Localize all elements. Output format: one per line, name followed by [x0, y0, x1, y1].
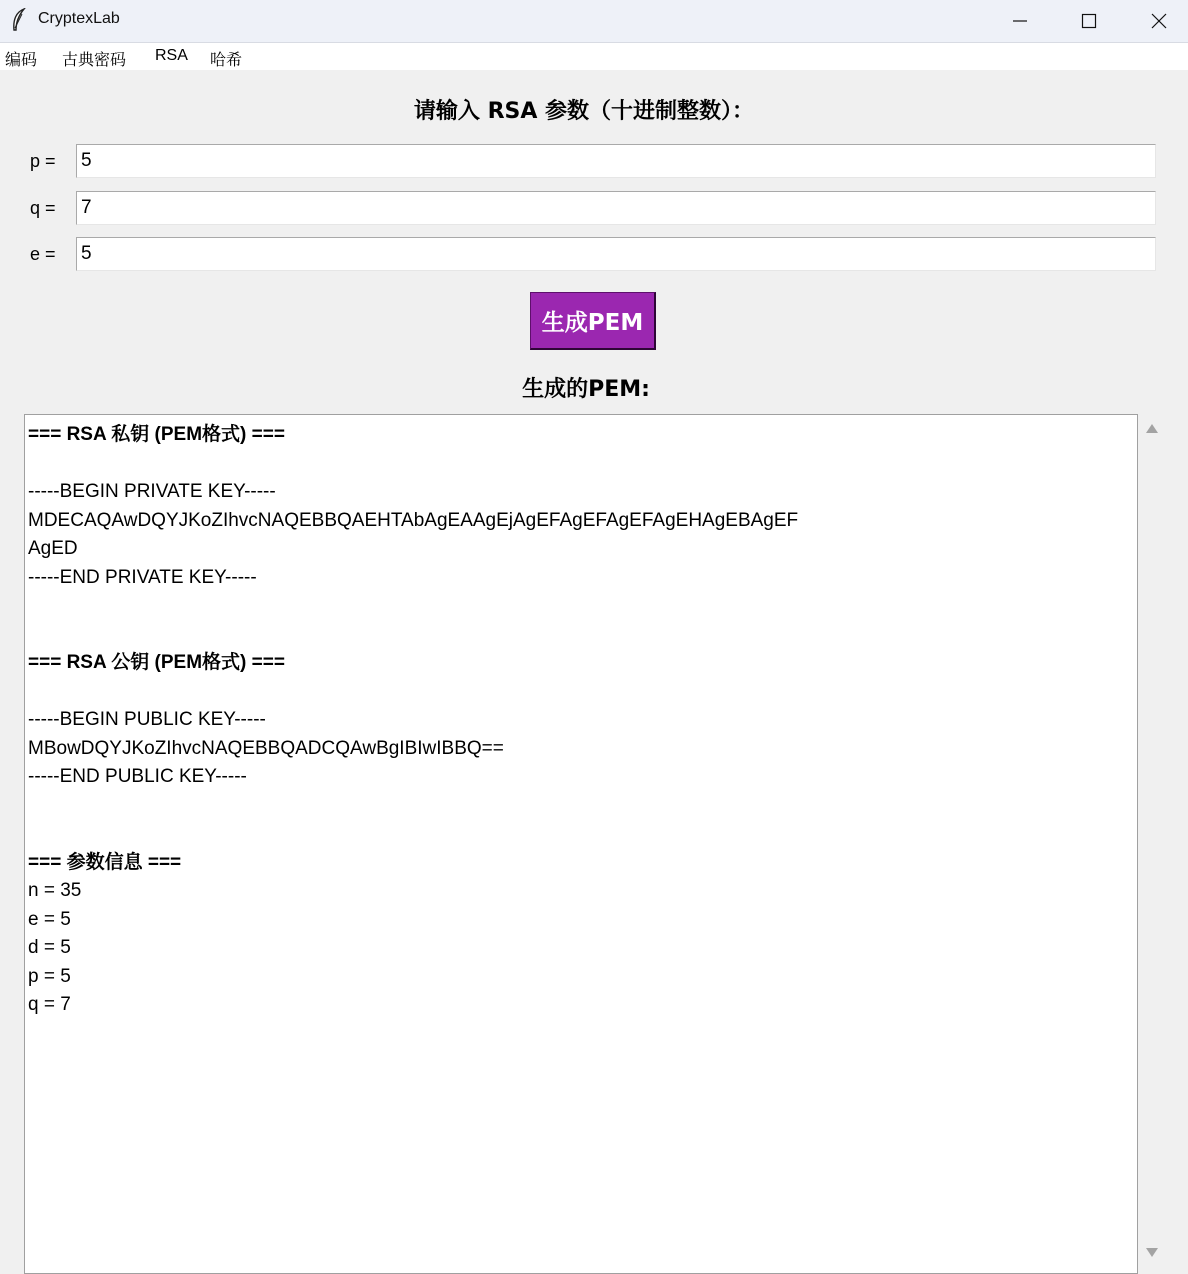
output-line: -----BEGIN PUBLIC KEY-----: [28, 709, 266, 730]
e-input[interactable]: [76, 237, 1156, 271]
output-line: n = 35: [28, 880, 82, 901]
output-line: MBowDQYJKoZIhvcNAQEBBQADCQAwBgIBIwIBBQ==: [28, 737, 504, 759]
title-bar: [0, 0, 1188, 43]
menu-item-rsa[interactable]: RSA: [155, 47, 188, 64]
output-line: AgED: [28, 538, 78, 559]
output-line: [28, 450, 1137, 479]
output-line: [28, 792, 1137, 821]
form-heading: 请输入 RSA 参数（十进制整数）：: [413, 99, 755, 124]
output-line: -----BEGIN PRIVATE KEY-----: [28, 481, 276, 502]
maximize-button[interactable]: [1066, 0, 1112, 42]
output-heading: 生成的PEM:: [522, 377, 650, 402]
output-line: [28, 820, 1137, 849]
minimize-button[interactable]: [997, 0, 1043, 42]
window-title: CryptexLab: [38, 10, 120, 27]
p-input[interactable]: [76, 144, 1156, 178]
p-label: p =: [30, 151, 56, 171]
generate-pem-button[interactable]: 生成PEM: [530, 292, 656, 350]
close-icon: [1151, 13, 1167, 29]
output-line: [28, 678, 1137, 707]
close-button[interactable]: [1136, 0, 1182, 42]
q-input[interactable]: [76, 191, 1156, 225]
output-line: -----END PUBLIC KEY-----: [28, 766, 247, 787]
menu-item-hash[interactable]: 哈希: [210, 52, 243, 69]
menu-bar: [0, 43, 1188, 70]
output-line: [28, 592, 1137, 621]
output-line: [28, 621, 1137, 650]
output-line: d = 5: [28, 937, 71, 958]
output-line: -----END PRIVATE KEY-----: [28, 566, 257, 588]
e-label: e =: [30, 244, 56, 264]
scroll-up-icon[interactable]: [1146, 424, 1158, 433]
output-line: MDECAQAwDQYJKoZIhvcNAQEBBQAEHTAbAgEAAgEjAgEFAgEFAgEFAgEHAgEBAgEF: [28, 509, 799, 531]
feather-icon: [10, 8, 28, 32]
output-line: e = 5: [28, 908, 71, 930]
output-line: === RSA 私钥 (PEM格式) ===: [28, 424, 285, 445]
output-line: q = 7: [28, 994, 71, 1015]
minimize-icon: [1012, 13, 1028, 29]
menu-item-classical-cipher[interactable]: 古典密码: [62, 52, 127, 69]
q-label: q =: [30, 198, 56, 218]
output-line: === RSA 公钥 (PEM格式) ===: [28, 652, 285, 673]
pem-output-textarea[interactable]: [24, 414, 1138, 1274]
output-line: === 参数信息 ===: [28, 851, 182, 873]
maximize-icon: [1081, 13, 1097, 29]
scroll-down-icon[interactable]: [1146, 1248, 1158, 1257]
output-line: p = 5: [28, 965, 71, 987]
output-scrollbar[interactable]: [1140, 414, 1164, 1262]
menu-item-encoding[interactable]: 编码: [5, 52, 38, 69]
